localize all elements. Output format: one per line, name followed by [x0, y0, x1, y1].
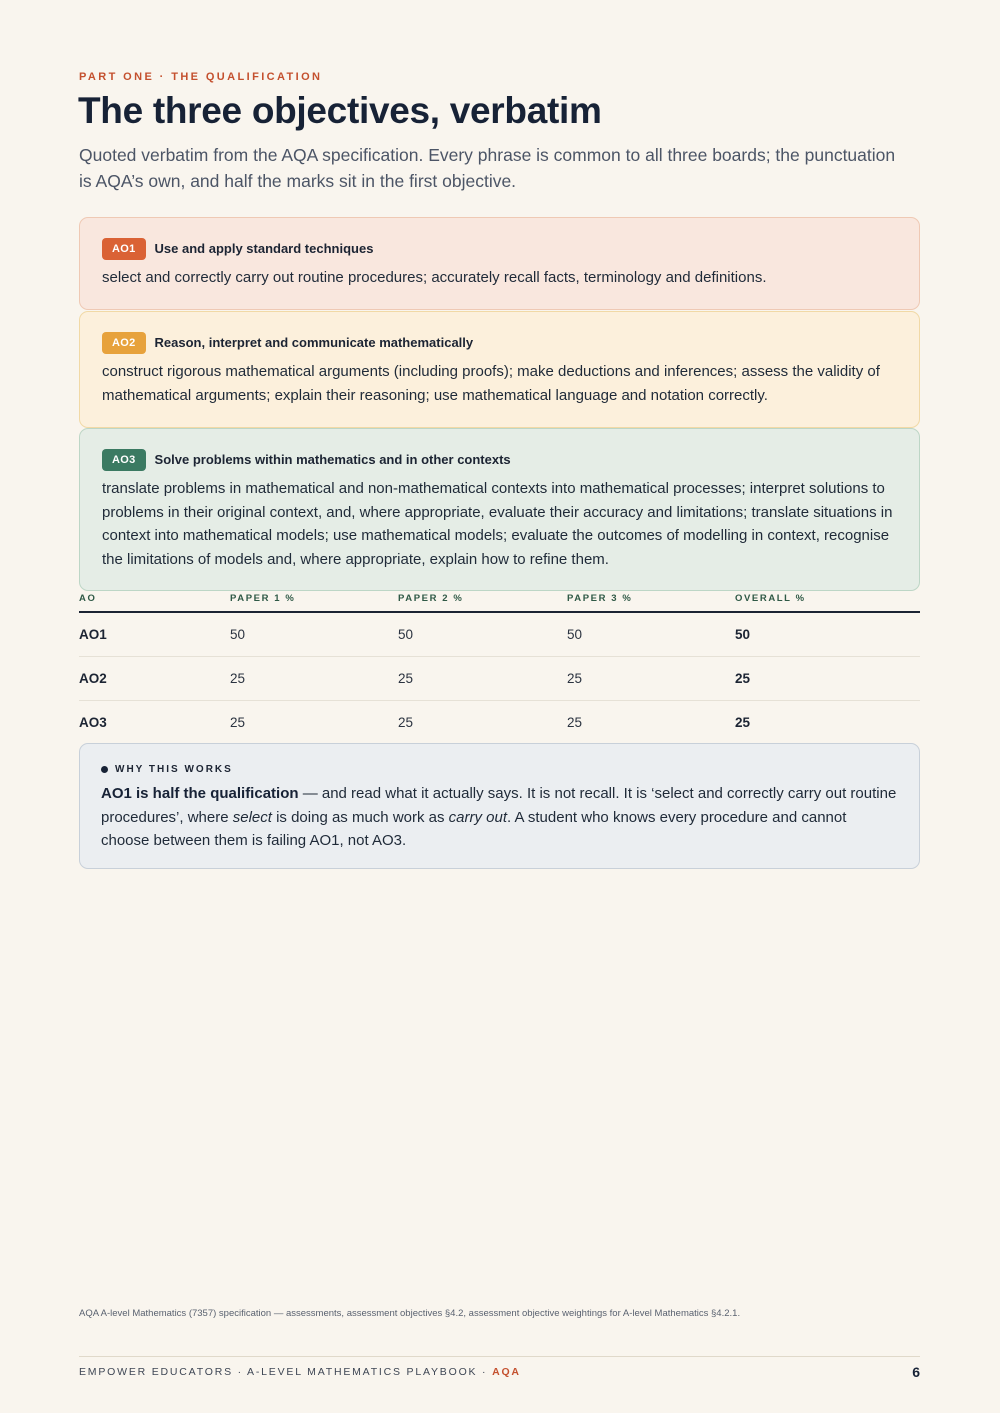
objective-title: Use and apply standard techniques [154, 241, 374, 256]
column-header-overall: OVERALL % [735, 593, 806, 604]
objective-title: Reason, interpret and communicate mathematically [154, 335, 474, 350]
column-header-paper-1: PAPER 1 % [230, 593, 296, 604]
bullet-dot-icon [101, 766, 108, 773]
objective-text: construct rigorous mathematical arguments (including proofs); make deductions and inferences; assess the validity of mathematical arguments; explain their reasoning; use mathematical language and notation correctly. [102, 363, 880, 404]
column-header-ao: AO [79, 593, 97, 604]
objective-badge: AO1 [102, 238, 146, 260]
callout-text-part: — and read what it actually says. It is not recall. It is ‘select and correctly carry out routine procedures’, where [101, 785, 897, 826]
table-cell: 50 [230, 627, 246, 642]
table-cell: AO3 [79, 715, 107, 730]
page-number: 6 [912, 1364, 920, 1380]
weightings-table [79, 592, 920, 744]
objective-text: translate problems in mathematical and non-mathematical contexts into mathematical processes; interpret solutions to problems in their original context, and, where appropriate, evaluate their accuracy and limitations; translate situations in context into mathematical models; use mathematical models; evaluate the outcomes of modelling in context, recognise the limitations of models and, where appropriate, explain how to refine them. [102, 480, 893, 568]
column-header-paper-2: PAPER 2 % [398, 593, 464, 604]
callout-text [101, 782, 898, 853]
footer-divider [79, 1356, 920, 1357]
table-row [79, 613, 920, 657]
objective-card-ao1 [79, 217, 920, 310]
objective-badge: AO2 [102, 332, 146, 354]
table-cell: AO1 [79, 627, 107, 642]
page-title: The three objectives, verbatim [78, 90, 602, 131]
table-cell: 25 [398, 671, 414, 686]
table-cell: AO2 [79, 671, 107, 686]
callout-lead: AO1 is half the qualification [101, 785, 299, 802]
table-cell: 50 [735, 627, 751, 642]
page-subtitle: Quoted verbatim from the AQA specification. Every phrase is common to all three boards; the punctuation is AQA’s own, and half the marks sit in the first objective. [79, 145, 896, 191]
table-cell: 25 [230, 715, 246, 730]
callout-text-part: is doing as much work as [271, 808, 449, 826]
table-cell: 25 [398, 715, 414, 730]
footer-running-head [79, 1366, 521, 1378]
table-row [79, 657, 920, 701]
objective-card-ao2 [79, 311, 920, 428]
why-this-works-callout [79, 743, 920, 869]
callout-text-part: . A student who knows every procedure and cannot choose between them is failing AO1, not AO3. [101, 808, 847, 849]
table-cell: 50 [398, 627, 414, 642]
table-cell: 25 [567, 671, 583, 686]
table-cell: 25 [735, 715, 751, 730]
table-row [79, 701, 920, 744]
objective-title: Solve problems within mathematics and in other contexts [154, 452, 511, 467]
section-eyebrow: PART ONE · THE QUALIFICATION [79, 71, 323, 83]
callout-label: WHY THIS WORKS [115, 763, 233, 775]
footer-board: AQA [492, 1366, 521, 1378]
source-note: AQA A-level Mathematics (7357) specification — assessments, assessment objectives §4.2, assessment objective weightings for A-level Mathematics §4.2.1. [79, 1308, 741, 1319]
column-header-paper-3: PAPER 3 % [567, 593, 633, 604]
table-cell: 50 [567, 627, 583, 642]
table-cell: 25 [735, 671, 751, 686]
table-header [79, 592, 920, 613]
objective-badge: AO3 [102, 449, 146, 471]
table-cell: 25 [567, 715, 583, 730]
objective-text: select and correctly carry out routine procedures; accurately recall facts, terminology and definitions. [102, 269, 767, 286]
table-cell: 25 [230, 671, 246, 686]
footer-text: EMPOWER EDUCATORS · A-LEVEL MATHEMATICS PLAYBOOK · [79, 1366, 493, 1378]
callout-emphasis: carry out [448, 808, 508, 826]
callout-emphasis: select [232, 808, 272, 826]
objective-card-ao3 [79, 428, 920, 591]
